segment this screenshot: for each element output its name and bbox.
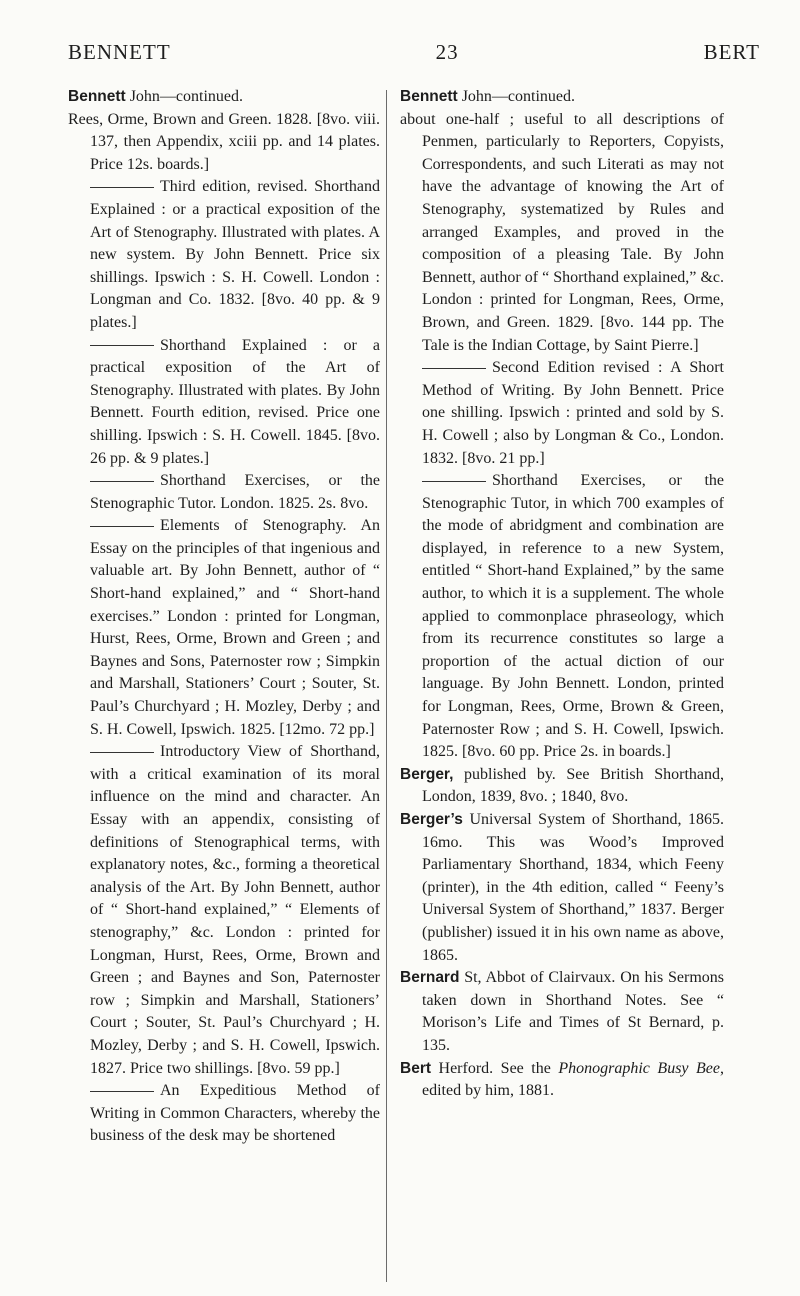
sub-entry-text: Shorthand Explained : or a practical exposition of the Art of Stenography. Illustrated with plates. By John Bennett. Fourth edition, revised. Price one shilling. Ipswich : S. H. Cowell. 1845. [8vo. 26 pp. & 9 plates.] (90, 336, 380, 467)
sub-entry-text: An Expeditious Method of Writing in Common Characters, whereby the business of the desk may be shortened (90, 1082, 380, 1145)
sub-entry-3 (68, 470, 380, 515)
sub-entry-1 (400, 357, 724, 470)
sub-entry-text: Third edition, revised. Shorthand Explained : or a practical exposition of the Art of Stenography. Illustrated with plates. A new system. By John Bennett. Price six shillings. Ipswich : S. H. Cowell. London : Longman and Co. 1832. [8vo. 40 pp. & 9 plates.] (90, 178, 380, 331)
sub-entry-text: Introductory View of Shorthand, with a critical examination of its moral influence on the mind and character. An Essay with an appendix, consisting of definitions of Stenographical terms, with explanatory notes, &c., forming a theoretical analysis of the Art. By John Bennett, author of “ Short-hand explained,” “ Elements of stenography,” &c. London : printed for Longman, Hurst, Rees, Orme, Brown and Green ; and Baynes and Son, Paternoster row ; Simpkin and Marshall, Stationers’ Court ; Souter, St. Paul’s Churchyard ; H. Mozley, Derby ; and S. H. Cowell, Ipswich. 1827. Price two shillings. [8vo. 59 pp.] (90, 743, 380, 1077)
right-column (400, 86, 724, 1103)
left-column (68, 86, 380, 1148)
sub-entry-6 (68, 1080, 380, 1148)
sub-entry-text: Shorthand Exercises, or the Stenographic Tutor, in which 700 examples of the mode of abridgment and combination are displayed, in reference to a new System, entitled “ Short-hand Explained,” by the same author, to which it is a supplement. The whole applied to commonplace phraseology, which from its recurrence constitutes so large a proportion of the actual diction of our language. By John Bennett. London, printed for Longman, Rees, Orme, Brown & Green, Paternoster Row ; and S. H. Cowell, Ipswich. 1825. [8vo. 60 pp. Price 2s. in boards.] (422, 472, 724, 761)
ditto-rule (90, 526, 154, 527)
entry-text: , edited by him, 1881. (422, 1059, 725, 1100)
entry-intro: Rees, Orme, Brown and Green. 1828. [8vo. viii. 137, then Appendix, xciii pp. and 14 plates. Price 12s. boards.] (68, 110, 380, 173)
entry-heading: Berger’s (400, 811, 463, 828)
entry-heading: Bennett (68, 88, 126, 105)
entry-bernard (400, 967, 724, 1057)
entry-berger (400, 764, 724, 809)
entry-text: published by. See British Shorthand, London, 1839, 8vo. ; 1840, 8vo. (422, 765, 724, 806)
sub-entry-4 (68, 515, 380, 741)
entry-heading-rest: John—continued. (457, 88, 576, 105)
entry-heading: Bernard (400, 969, 460, 987)
entry-text: St, Abbot of Clairvaux. On his Sermons taken down in Shorthand Notes. See “ Morison’s Life and Times of St Bernard, p. 135. (422, 969, 724, 1054)
ditto-rule (422, 481, 486, 482)
running-head-right: BERT (703, 40, 760, 64)
sub-entry-text: Shorthand Exercises, or the Stenographic Tutor. London. 1825. 2s. 8vo. (90, 472, 380, 512)
sub-entry-2 (68, 335, 380, 471)
column-divider (386, 90, 387, 1282)
ditto-rule (90, 345, 154, 346)
entry-bert (400, 1058, 724, 1103)
ditto-rule (90, 1091, 154, 1092)
entry-bergers (400, 809, 724, 967)
sub-entry-text: Elements of Stenography. An Essay on the principles of that ingenious and valuable art. By John Bennett, author of “ Short-hand explained,” and “ Short-hand exercises.” London : printed for Longman, Hurst, Rees, Orme, Brown and Green ; and Baynes and Sons, Paternoster row ; Simpkin and Marshall, Stationers’ Court ; Souter, St. Paul’s Churchyard ; H. Mozley, Derby ; and S. H. Cowell, Ipswich. 1825. [12mo. 72 pp.] (90, 517, 380, 738)
entry-text: Herford. See the (431, 1059, 559, 1077)
entry-intro: about one-half ; useful to all descriptions of Penmen, particularly to Reporters, Copyists, Correspondents, and such Literati as may not have the advantage of knowing the Art of Stenography, systematized by Rules and arranged Examples, and proved in the composition of a pleasing Tale. By John Bennett, author of “ Shorthand explained,” &c. London : printed for Longman, Rees, Orme, Brown, and Green. 1829. [8vo. 144 pp. The Tale is the Indian Cottage, by Saint Pierre.] (400, 110, 724, 354)
sub-entry-5 (68, 741, 380, 1080)
entry-bennett-continued (68, 86, 380, 176)
entry-heading: Bert (400, 1059, 432, 1077)
entry-heading: Berger, (400, 765, 454, 783)
ditto-rule (90, 752, 154, 753)
page-number: 23 (435, 40, 459, 64)
entry-title-italic: Phonographic Busy Bee (558, 1059, 721, 1077)
ditto-rule (422, 368, 486, 369)
ditto-rule (90, 187, 154, 188)
running-head (68, 40, 760, 65)
entry-text: Universal System of Shorthand, 1865. 16mo. This was Wood’s Improved Parliamentary Shorthand, 1834, which Feeny (printer), in the 4th edition, called “ Feeny’s Universal System of Shorthand,” 1837. Berger (publisher) issued it in his own name as above, 1865. (422, 811, 724, 964)
running-head-left: BENNETT (68, 40, 171, 64)
sub-entry-text: Second Edition revised : A Short Method of Writing. By John Bennett. Price one shilling. Ipswich : printed and sold by S. H. Cowell ; also by Longman & Co., London. 1832. [8vo. 21 pp.] (422, 359, 724, 467)
sub-entry-1 (68, 176, 380, 334)
entry-bennett-continued-right (400, 86, 724, 357)
sub-entry-2 (400, 470, 724, 764)
entry-heading: Bennett (400, 88, 458, 105)
entry-heading-rest: John—continued. (125, 88, 244, 105)
ditto-rule (90, 481, 154, 482)
